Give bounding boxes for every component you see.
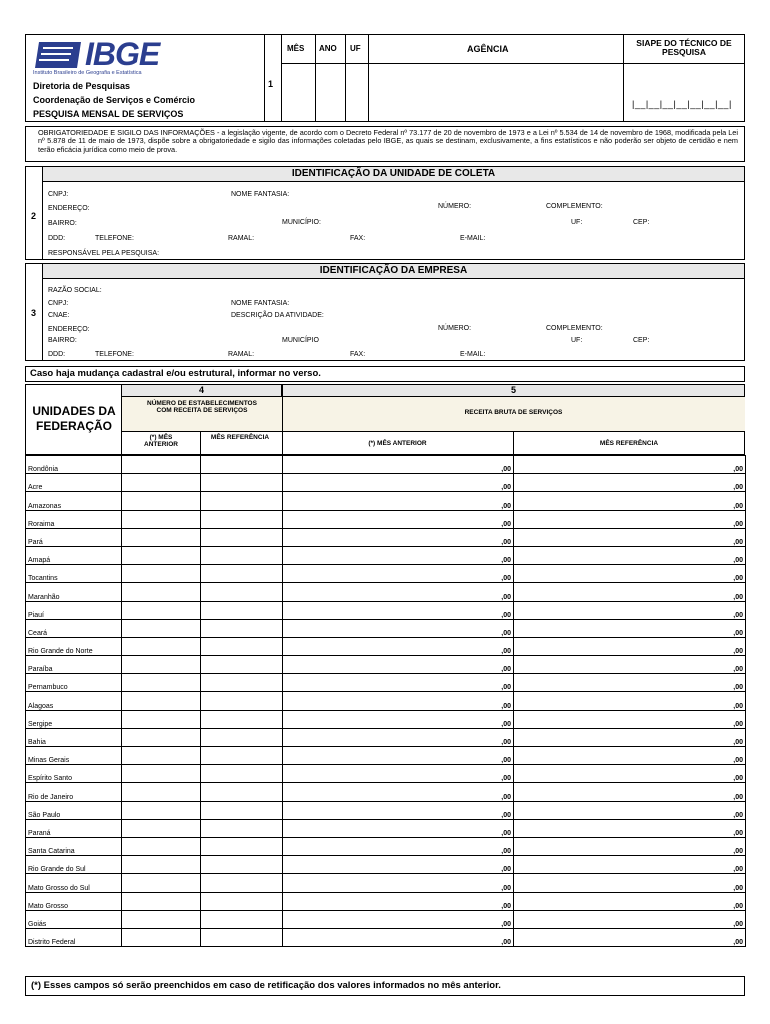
receita-mes-anterior-cell[interactable]: ,00 xyxy=(283,492,514,510)
estab-mes-referencia-cell[interactable] xyxy=(201,656,283,674)
table-row xyxy=(26,819,746,837)
table-row xyxy=(26,656,746,674)
receita-mes-anterior-cell[interactable]: ,00 xyxy=(283,565,514,583)
state-name: Amazonas xyxy=(26,492,122,510)
estab-mes-anterior-cell[interactable] xyxy=(122,619,201,637)
receita-mes-anterior-cell[interactable]: ,00 xyxy=(283,619,514,637)
s2-complemento: COMPLEMENTO: xyxy=(546,203,603,210)
s2-cep: CEP: xyxy=(633,219,650,226)
receita-mes-anterior-cell[interactable]: ,00 xyxy=(283,456,514,474)
state-name: Acre xyxy=(26,474,122,492)
s2-responsavel: RESPONSÁVEL PELA PESQUISA: xyxy=(48,250,160,257)
confidentiality-notice: OBRIGATORIEDADE E SIGILO DAS INFORMAÇÕES - a legislação vigente, de acordo com o Decreto Federal nº 73.177 de 20 de novembro de 1973 e a Lei nº 5.534 de 14 de novembro de 1968, modificada pela Lei nº 5.878 de 11 de maio de 1973, dispõe sobre a obrigatoriedade e sigilo das informações coletadas pelo IBGE, as quais se destinam, exclusivamente, a fins estatísticos e não poderão ser objeto de certidão e nem terão eficácia jurídica como meio de prova. xyxy=(38,128,738,154)
table-row xyxy=(26,510,746,528)
receita-mes-anterior-cell[interactable]: ,00 xyxy=(283,474,514,492)
receita-mes-anterior-cell[interactable]: ,00 xyxy=(283,528,514,546)
state-name: Paraná xyxy=(26,819,122,837)
estab-mes-anterior-cell[interactable] xyxy=(122,528,201,546)
receita-mes-referencia-cell[interactable]: ,00 xyxy=(514,928,746,946)
receita-mes-anterior-cell[interactable]: ,00 xyxy=(283,819,514,837)
state-name: Alagoas xyxy=(26,692,122,710)
receita-mes-referencia-cell[interactable]: ,00 xyxy=(514,674,746,692)
receita-header: RECEITA BRUTA DE SERVIÇOS xyxy=(464,409,563,416)
s3-numero: NÚMERO: xyxy=(438,325,472,332)
receita-mes-referencia-cell[interactable]: ,00 xyxy=(514,565,746,583)
receita-mes-anterior-cell[interactable]: ,00 xyxy=(283,674,514,692)
receita-mes-anterior-cell[interactable]: ,00 xyxy=(283,601,514,619)
estab-mes-anterior-cell[interactable] xyxy=(122,892,201,910)
receita-mes-referencia-cell[interactable]: ,00 xyxy=(514,728,746,746)
receita-mes-referencia-cell[interactable]: ,00 xyxy=(514,619,746,637)
state-name: São Paulo xyxy=(26,801,122,819)
state-name: Ceará xyxy=(26,619,122,637)
section-3-title: IDENTIFICAÇÃO DA EMPRESA xyxy=(42,263,745,279)
uf-header: UNIDADES DA FEDERAÇÃO xyxy=(32,404,116,433)
receita-mes-anterior-cell[interactable]: ,00 xyxy=(283,656,514,674)
estab-mes-anterior-cell[interactable] xyxy=(122,565,201,583)
receita-mes-anterior-cell[interactable]: ,00 xyxy=(283,765,514,783)
receita-mes-anterior-cell[interactable]: ,00 xyxy=(283,856,514,874)
receita-mes-anterior-cell[interactable]: ,00 xyxy=(283,801,514,819)
estab-mes-anterior: (*) MÊS ANTERIOR xyxy=(144,434,178,449)
receita-mes-referencia-cell[interactable]: ,00 xyxy=(514,601,746,619)
receita-mes-referencia-cell[interactable]: ,00 xyxy=(514,456,746,474)
header-line1: Diretoria de Pesquisas xyxy=(33,81,131,91)
state-name: Mato Grosso xyxy=(26,892,122,910)
s3-ramal: RAMAL: xyxy=(228,351,255,358)
col-siape: SIAPE DO TÉCNICO DE PESQUISA xyxy=(636,38,732,58)
logo-text: IBGE xyxy=(85,36,160,72)
estab-mes-anterior-cell[interactable] xyxy=(122,656,201,674)
estab-mes-referencia-cell[interactable] xyxy=(201,928,283,946)
estab-mes-referencia-cell[interactable] xyxy=(201,619,283,637)
receita-mes-anterior-cell[interactable]: ,00 xyxy=(283,728,514,746)
table-row xyxy=(26,601,746,619)
s2-email: E-MAIL: xyxy=(460,235,486,242)
table-row xyxy=(26,565,746,583)
estab-mes-anterior-cell[interactable] xyxy=(122,456,201,474)
s3-telefone: TELEFONE: xyxy=(95,351,134,358)
estab-mes-referencia-cell[interactable] xyxy=(201,874,283,892)
estab-mes-anterior-cell[interactable] xyxy=(122,710,201,728)
col-agencia: AGÊNCIA xyxy=(467,44,509,54)
s2-fax: FAX: xyxy=(350,235,366,242)
estab-mes-anterior-cell[interactable] xyxy=(122,747,201,765)
s3-municipio: MUNICÍPIO xyxy=(282,337,319,344)
state-name: Bahia xyxy=(26,728,122,746)
receita-mes-referencia-cell[interactable]: ,00 xyxy=(514,892,746,910)
ibge-logo xyxy=(33,38,193,74)
estab-mes-referencia-cell[interactable] xyxy=(201,674,283,692)
ibge-map-icon xyxy=(33,40,83,70)
table-row xyxy=(26,892,746,910)
estab-mes-referencia-cell[interactable] xyxy=(201,728,283,746)
state-name: Rio de Janeiro xyxy=(26,783,122,801)
s2-cnpj: CNPJ: xyxy=(48,191,69,198)
estab-mes-anterior-cell[interactable] xyxy=(122,474,201,492)
table-row xyxy=(26,747,746,765)
s3-cep: CEP: xyxy=(633,337,650,344)
estab-mes-referencia-cell[interactable] xyxy=(201,583,283,601)
estab-mes-anterior-cell[interactable] xyxy=(122,692,201,710)
s3-fax: FAX: xyxy=(350,351,366,358)
receita-mes-anterior-cell[interactable]: ,00 xyxy=(283,583,514,601)
section-2-title: IDENTIFICAÇÃO DA UNIDADE DE COLETA xyxy=(42,166,745,182)
state-name: Tocantins xyxy=(26,565,122,583)
estab-mes-referencia-cell[interactable] xyxy=(201,819,283,837)
receita-mes-referencia-cell[interactable]: ,00 xyxy=(514,783,746,801)
state-name: Rio Grande do Sul xyxy=(26,856,122,874)
state-name: Distrito Federal xyxy=(26,928,122,946)
s2-endereco: ENDEREÇO: xyxy=(48,205,90,212)
receita-mes-anterior-cell[interactable]: ,00 xyxy=(283,874,514,892)
table-row xyxy=(26,837,746,855)
footer-note: (*) Esses campos só serão preenchidos em caso de retificação dos valores informados no mês anterior. xyxy=(31,980,501,991)
s2-uf: UF: xyxy=(571,219,583,226)
receita-mes-anterior-cell[interactable]: ,00 xyxy=(283,892,514,910)
receita-mes-referencia-cell[interactable]: ,00 xyxy=(514,837,746,855)
estab-mes-referencia-cell[interactable] xyxy=(201,528,283,546)
estab-mes-referencia-cell[interactable] xyxy=(201,637,283,655)
s2-ramal: RAMAL: xyxy=(228,235,255,242)
change-note: Caso haja mudança cadastral e/ou estrutural, informar no verso. xyxy=(30,368,321,379)
estab-mes-anterior-cell[interactable] xyxy=(122,601,201,619)
receita-mes-referencia-cell[interactable]: ,00 xyxy=(514,546,746,564)
s2-ddd: DDD: xyxy=(48,235,66,242)
estab-mes-anterior-cell[interactable] xyxy=(122,874,201,892)
receita-mes-anterior-cell[interactable]: ,00 xyxy=(283,747,514,765)
table-row xyxy=(26,474,746,492)
s2-nome-fantasia: NOME FANTASIA: xyxy=(231,191,290,198)
receita-mes-referencia-cell[interactable]: ,00 xyxy=(514,874,746,892)
receita-mes-referencia-cell[interactable]: ,00 xyxy=(514,819,746,837)
receita-mes-anterior-cell[interactable]: ,00 xyxy=(283,692,514,710)
state-name: Paraíba xyxy=(26,656,122,674)
receita-mes-referencia-cell[interactable]: ,00 xyxy=(514,637,746,655)
estab-mes-referencia-cell[interactable] xyxy=(201,910,283,928)
s3-cnae: CNAE: xyxy=(48,312,70,319)
receita-mes-anterior-cell[interactable]: ,00 xyxy=(283,837,514,855)
estab-mes-anterior-cell[interactable] xyxy=(122,837,201,855)
logo-subtitle: Instituto Brasileiro de Geografia e Estatística xyxy=(33,70,142,76)
estab-mes-referencia-cell[interactable] xyxy=(201,510,283,528)
table-row xyxy=(26,492,746,510)
receita-mes-referencia: MÊS REFERÊNCIA xyxy=(599,440,659,447)
estab-mes-referencia-cell[interactable] xyxy=(201,892,283,910)
receita-mes-anterior-cell[interactable]: ,00 xyxy=(283,928,514,946)
estab-mes-anterior-cell[interactable] xyxy=(122,928,201,946)
s2-numero: NÚMERO: xyxy=(438,203,472,210)
state-name: Goiás xyxy=(26,910,122,928)
state-name: Pará xyxy=(26,528,122,546)
estab-mes-anterior-cell[interactable] xyxy=(122,819,201,837)
receita-mes-referencia-cell[interactable]: ,00 xyxy=(514,492,746,510)
estab-mes-anterior-cell[interactable] xyxy=(122,856,201,874)
state-name: Rondônia xyxy=(26,456,122,474)
table-row xyxy=(26,728,746,746)
col-5-label: 5 xyxy=(282,384,745,397)
state-name: Minas Gerais xyxy=(26,747,122,765)
col-mes: MÊS xyxy=(287,44,305,53)
section-3-number: 3 xyxy=(31,308,37,318)
estab-mes-anterior-cell[interactable] xyxy=(122,674,201,692)
estab-mes-anterior-cell[interactable] xyxy=(122,801,201,819)
receita-mes-anterior: (*) MÊS ANTERIOR xyxy=(368,440,427,447)
receita-mes-referencia-cell[interactable]: ,00 xyxy=(514,583,746,601)
estab-mes-anterior-cell[interactable] xyxy=(122,510,201,528)
table-row xyxy=(26,874,746,892)
s3-cnpj: CNPJ: xyxy=(48,300,69,307)
table-row xyxy=(26,546,746,564)
receita-mes-referencia-cell[interactable]: ,00 xyxy=(514,692,746,710)
s2-municipio: MUNICÍPIO: xyxy=(282,219,321,226)
receita-mes-referencia-cell[interactable]: ,00 xyxy=(514,856,746,874)
s3-email: E-MAIL: xyxy=(460,351,486,358)
receita-mes-referencia-cell[interactable]: ,00 xyxy=(514,765,746,783)
table-row xyxy=(26,856,746,874)
receita-mes-anterior-cell[interactable]: ,00 xyxy=(283,510,514,528)
estab-mes-anterior-cell[interactable] xyxy=(122,492,201,510)
estab-mes-referencia-cell[interactable] xyxy=(201,492,283,510)
table-row xyxy=(26,456,746,474)
header-line2: Coordenação de Serviços e Comércio xyxy=(33,95,196,105)
table-row xyxy=(26,928,746,946)
estab-mes-referencia: MÊS REFERÊNCIA xyxy=(210,434,270,441)
s2-telefone: TELEFONE: xyxy=(95,235,134,242)
table-row xyxy=(26,783,746,801)
estab-mes-referencia-cell[interactable] xyxy=(201,710,283,728)
estab-mes-referencia-cell[interactable] xyxy=(201,837,283,855)
table-row xyxy=(26,801,746,819)
estab-mes-referencia-cell[interactable] xyxy=(201,765,283,783)
s3-endereco: ENDEREÇO: xyxy=(48,326,90,333)
siape-boxes[interactable]: |__|__|__|__|__|__|__| xyxy=(632,99,732,109)
estab-mes-referencia-cell[interactable] xyxy=(201,565,283,583)
receita-mes-anterior-cell[interactable]: ,00 xyxy=(283,710,514,728)
estab-mes-anterior-cell[interactable] xyxy=(122,910,201,928)
s3-complemento: COMPLEMENTO: xyxy=(546,325,603,332)
estab-mes-referencia-cell[interactable] xyxy=(201,474,283,492)
receita-mes-referencia-cell[interactable]: ,00 xyxy=(514,747,746,765)
estab-mes-referencia-cell[interactable] xyxy=(201,801,283,819)
col-4-label: 4 xyxy=(121,384,282,397)
s3-nome-fantasia: NOME FANTASIA: xyxy=(231,300,290,307)
estab-mes-referencia-cell[interactable] xyxy=(201,456,283,474)
states-table xyxy=(25,455,746,947)
section-1-number: 1 xyxy=(268,79,274,89)
state-name: Espírito Santo xyxy=(26,765,122,783)
table-row xyxy=(26,583,746,601)
receita-mes-referencia-cell[interactable]: ,00 xyxy=(514,801,746,819)
num-estab-header: NÚMERO DE ESTABELECIMENTOS COM RECEITA DE SERVIÇOS xyxy=(147,400,257,415)
s2-bairro: BAIRRO: xyxy=(48,220,77,227)
s3-descricao: DESCRIÇÃO DA ATIVIDADE: xyxy=(231,312,324,319)
receita-mes-referencia-cell[interactable]: ,00 xyxy=(514,510,746,528)
state-name: Maranhão xyxy=(26,583,122,601)
s3-razao: RAZÃO SOCIAL: xyxy=(48,287,102,294)
state-name: Sergipe xyxy=(26,710,122,728)
state-name: Mato Grosso do Sul xyxy=(26,874,122,892)
estab-mes-referencia-cell[interactable] xyxy=(201,692,283,710)
state-name: Amapá xyxy=(26,546,122,564)
receita-mes-anterior-cell[interactable]: ,00 xyxy=(283,637,514,655)
receita-mes-referencia-cell[interactable]: ,00 xyxy=(514,528,746,546)
table-row xyxy=(26,528,746,546)
estab-mes-referencia-cell[interactable] xyxy=(201,783,283,801)
table-row xyxy=(26,674,746,692)
estab-mes-anterior-cell[interactable] xyxy=(122,765,201,783)
estab-mes-referencia-cell[interactable] xyxy=(201,546,283,564)
state-name: Rio Grande do Norte xyxy=(26,637,122,655)
receita-mes-anterior-cell[interactable]: ,00 xyxy=(283,783,514,801)
table-row xyxy=(26,637,746,655)
receita-mes-referencia-cell[interactable]: ,00 xyxy=(514,474,746,492)
table-row xyxy=(26,619,746,637)
estab-mes-anterior-cell[interactable] xyxy=(122,728,201,746)
section-2-number: 2 xyxy=(31,211,37,221)
receita-mes-referencia-cell[interactable]: ,00 xyxy=(514,710,746,728)
col-uf: UF xyxy=(350,44,361,53)
state-name: Roraima xyxy=(26,510,122,528)
col-ano: ANO xyxy=(319,44,337,53)
estab-mes-anterior-cell[interactable] xyxy=(122,783,201,801)
estab-mes-anterior-cell[interactable] xyxy=(122,546,201,564)
s3-bairro: BAIRRO: xyxy=(48,337,77,344)
state-name: Piauí xyxy=(26,601,122,619)
estab-mes-anterior-cell[interactable] xyxy=(122,583,201,601)
s3-uf: UF: xyxy=(571,337,583,344)
estab-mes-referencia-cell[interactable] xyxy=(201,856,283,874)
estab-mes-referencia-cell[interactable] xyxy=(201,601,283,619)
s3-ddd: DDD: xyxy=(48,351,66,358)
table-row xyxy=(26,910,746,928)
state-name: Pernambuco xyxy=(26,674,122,692)
estab-mes-referencia-cell[interactable] xyxy=(201,747,283,765)
table-row xyxy=(26,692,746,710)
receita-mes-anterior-cell[interactable]: ,00 xyxy=(283,546,514,564)
receita-mes-referencia-cell[interactable]: ,00 xyxy=(514,910,746,928)
receita-mes-anterior-cell[interactable]: ,00 xyxy=(283,910,514,928)
header-line3: PESQUISA MENSAL DE SERVIÇOS xyxy=(33,109,184,119)
table-row xyxy=(26,710,746,728)
estab-mes-anterior-cell[interactable] xyxy=(122,637,201,655)
table-row xyxy=(26,765,746,783)
state-name: Santa Catarina xyxy=(26,837,122,855)
receita-mes-referencia-cell[interactable]: ,00 xyxy=(514,656,746,674)
